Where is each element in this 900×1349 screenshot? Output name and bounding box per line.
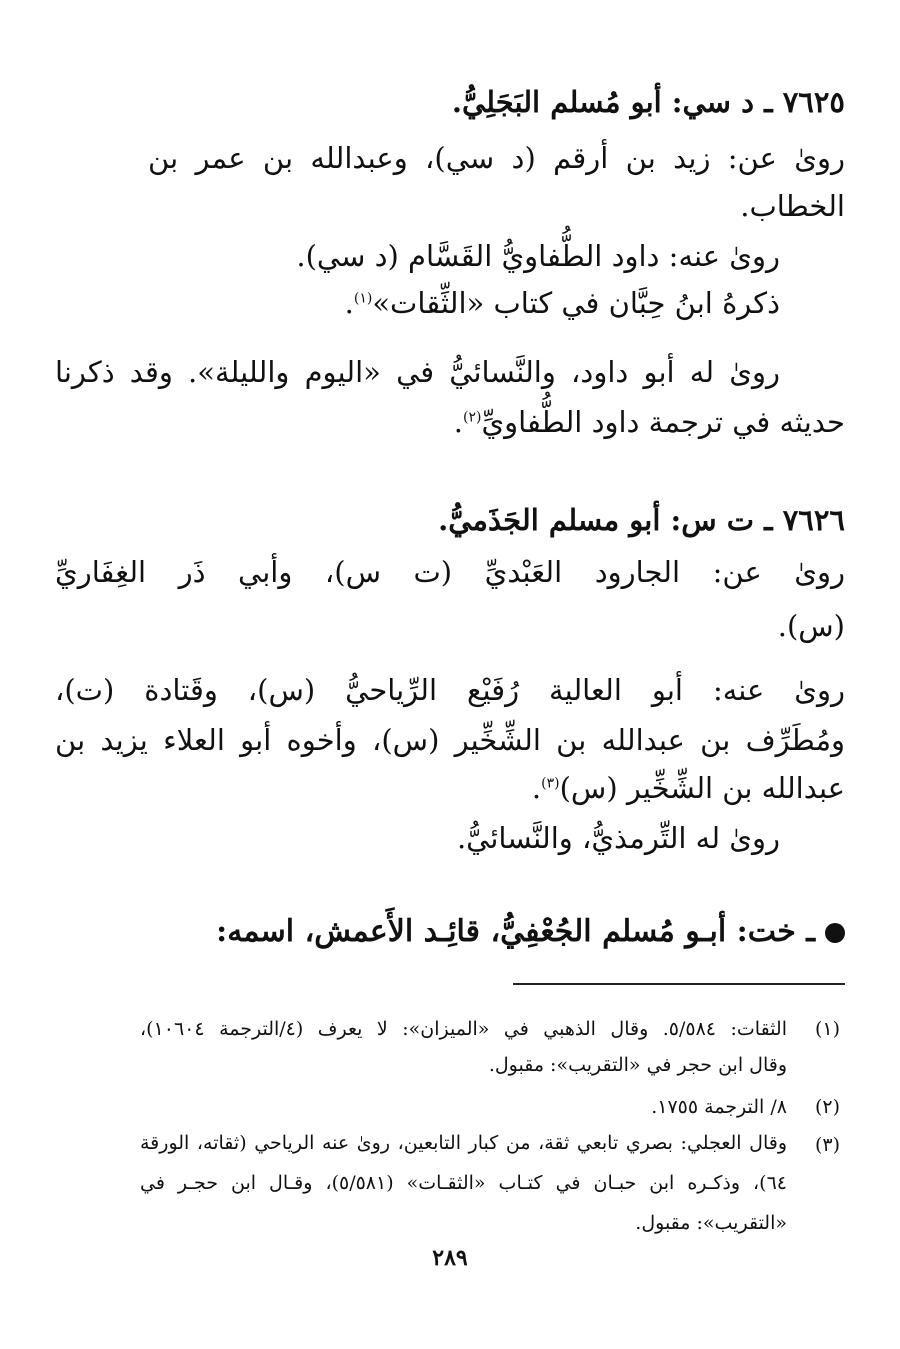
footnote-1-number: (١)	[814, 1018, 840, 1040]
footnote-2-number: (٢)	[814, 1096, 840, 1118]
entry-7626-narrated-from: روىٰ عن: الجارود العَبْديِّ (ت س)، وأبي ذَر الغِفَاريِّ	[55, 555, 845, 589]
entry-7626-header: ٧٦٢٦ ـ ت س: أبو مسلم الجَذَميُّ.	[438, 503, 845, 537]
next-entry-text: ـ خت: أبـو مُسلم الجُعْفِيُّ، قائِـد الأَعمش، اسمه:	[216, 914, 815, 949]
entry-7626-narrated-by-end	[532, 766, 845, 810]
entry-7625-narrated-from-cont: الخطاب.	[740, 189, 845, 223]
entry-7626-narrated-for: روىٰ له التِّرمذيُّ، والنَّسائيُّ.	[456, 821, 780, 855]
entry-7626-narrated-by-cont: ومُطَرِّف بن عبدالله بن الشِّخِّير (س)، وأخوه أبو العلاء يزيد بن	[55, 723, 845, 757]
footnote-2-line-1: ٨/ الترجمة ١٧٥٥.	[651, 1096, 787, 1118]
entry-7625-narrated-from: روىٰ عن: زيد بن أرقم (د سي)، وعبدالله بن عمر بن	[148, 141, 845, 175]
footnote-ref-3: (٣)	[541, 775, 560, 792]
footnote-1-line-1: الثقات: ٥/٥٨٤. وقال الذهبي في «الميزان»: لا يعرف (٤/الترجمة ١٠٦٠٤)،	[140, 1018, 787, 1040]
entry-7626-narrated-from-cont: (س).	[777, 609, 845, 643]
next-entry-line	[216, 910, 845, 954]
shikhkhir-text: عبدالله بن الشِّخِّير (س)	[559, 771, 845, 805]
entry-7625-narrated-by: روىٰ عنه: داود الطُّفاويُّ القَسَّام (د سي).	[296, 239, 780, 273]
bullet-icon	[825, 923, 845, 943]
entry-7625-narrated-for-cont	[454, 400, 845, 444]
footnote-3-line-2: ٦٤)، وذكـره ابن حبـان في كتـاب «الثقـات» (٥/٥٨١)، وقـال ابن حجـر في	[140, 1172, 787, 1194]
footnote-ref-2: (٢)	[463, 409, 482, 426]
footnote-1-line-2: وقال ابن حجر في «التقريب»: مقبول.	[488, 1054, 787, 1076]
entry-7625-narrated-for: روىٰ له أبو داود، والنَّسائيُّ في «اليوم والليلة». وقد ذكرنا	[55, 355, 780, 389]
page-number: ٢٨٩	[432, 1245, 468, 1271]
hadith-note-text: حديثه في ترجمة داود الطُّفاويِّ	[481, 405, 845, 439]
footnote-3-number: (٣)	[814, 1134, 840, 1156]
period: .	[531, 771, 542, 805]
period: .	[453, 405, 463, 439]
footnote-3-line-3: «التقريب»: مقبول.	[635, 1212, 787, 1234]
ibn-hibban-text: ذكرهُ ابنُ حِبَّان في كتاب «الثِّقات»	[372, 286, 780, 320]
period: .	[344, 286, 354, 320]
entry-7625-header: ٧٦٢٥ ـ د سي: أبو مُسلم البَجَلِيُّ.	[451, 85, 845, 119]
entry-7626-narrated-by: روىٰ عنه: أبو العالية رُفَيْع الرِّياحيُّ (س)، وقَتادة (ت)،	[55, 673, 845, 707]
footnote-divider	[513, 983, 845, 985]
entry-7625-ibn-hibban	[345, 281, 780, 325]
footnote-3-line-1: وقال العجلي: بصري تابعي ثقة، من كبار التابعين، روىٰ عنه الرياحي (ثقاته، الورقة	[140, 1132, 787, 1154]
footnote-ref-1: (١)	[353, 290, 373, 307]
